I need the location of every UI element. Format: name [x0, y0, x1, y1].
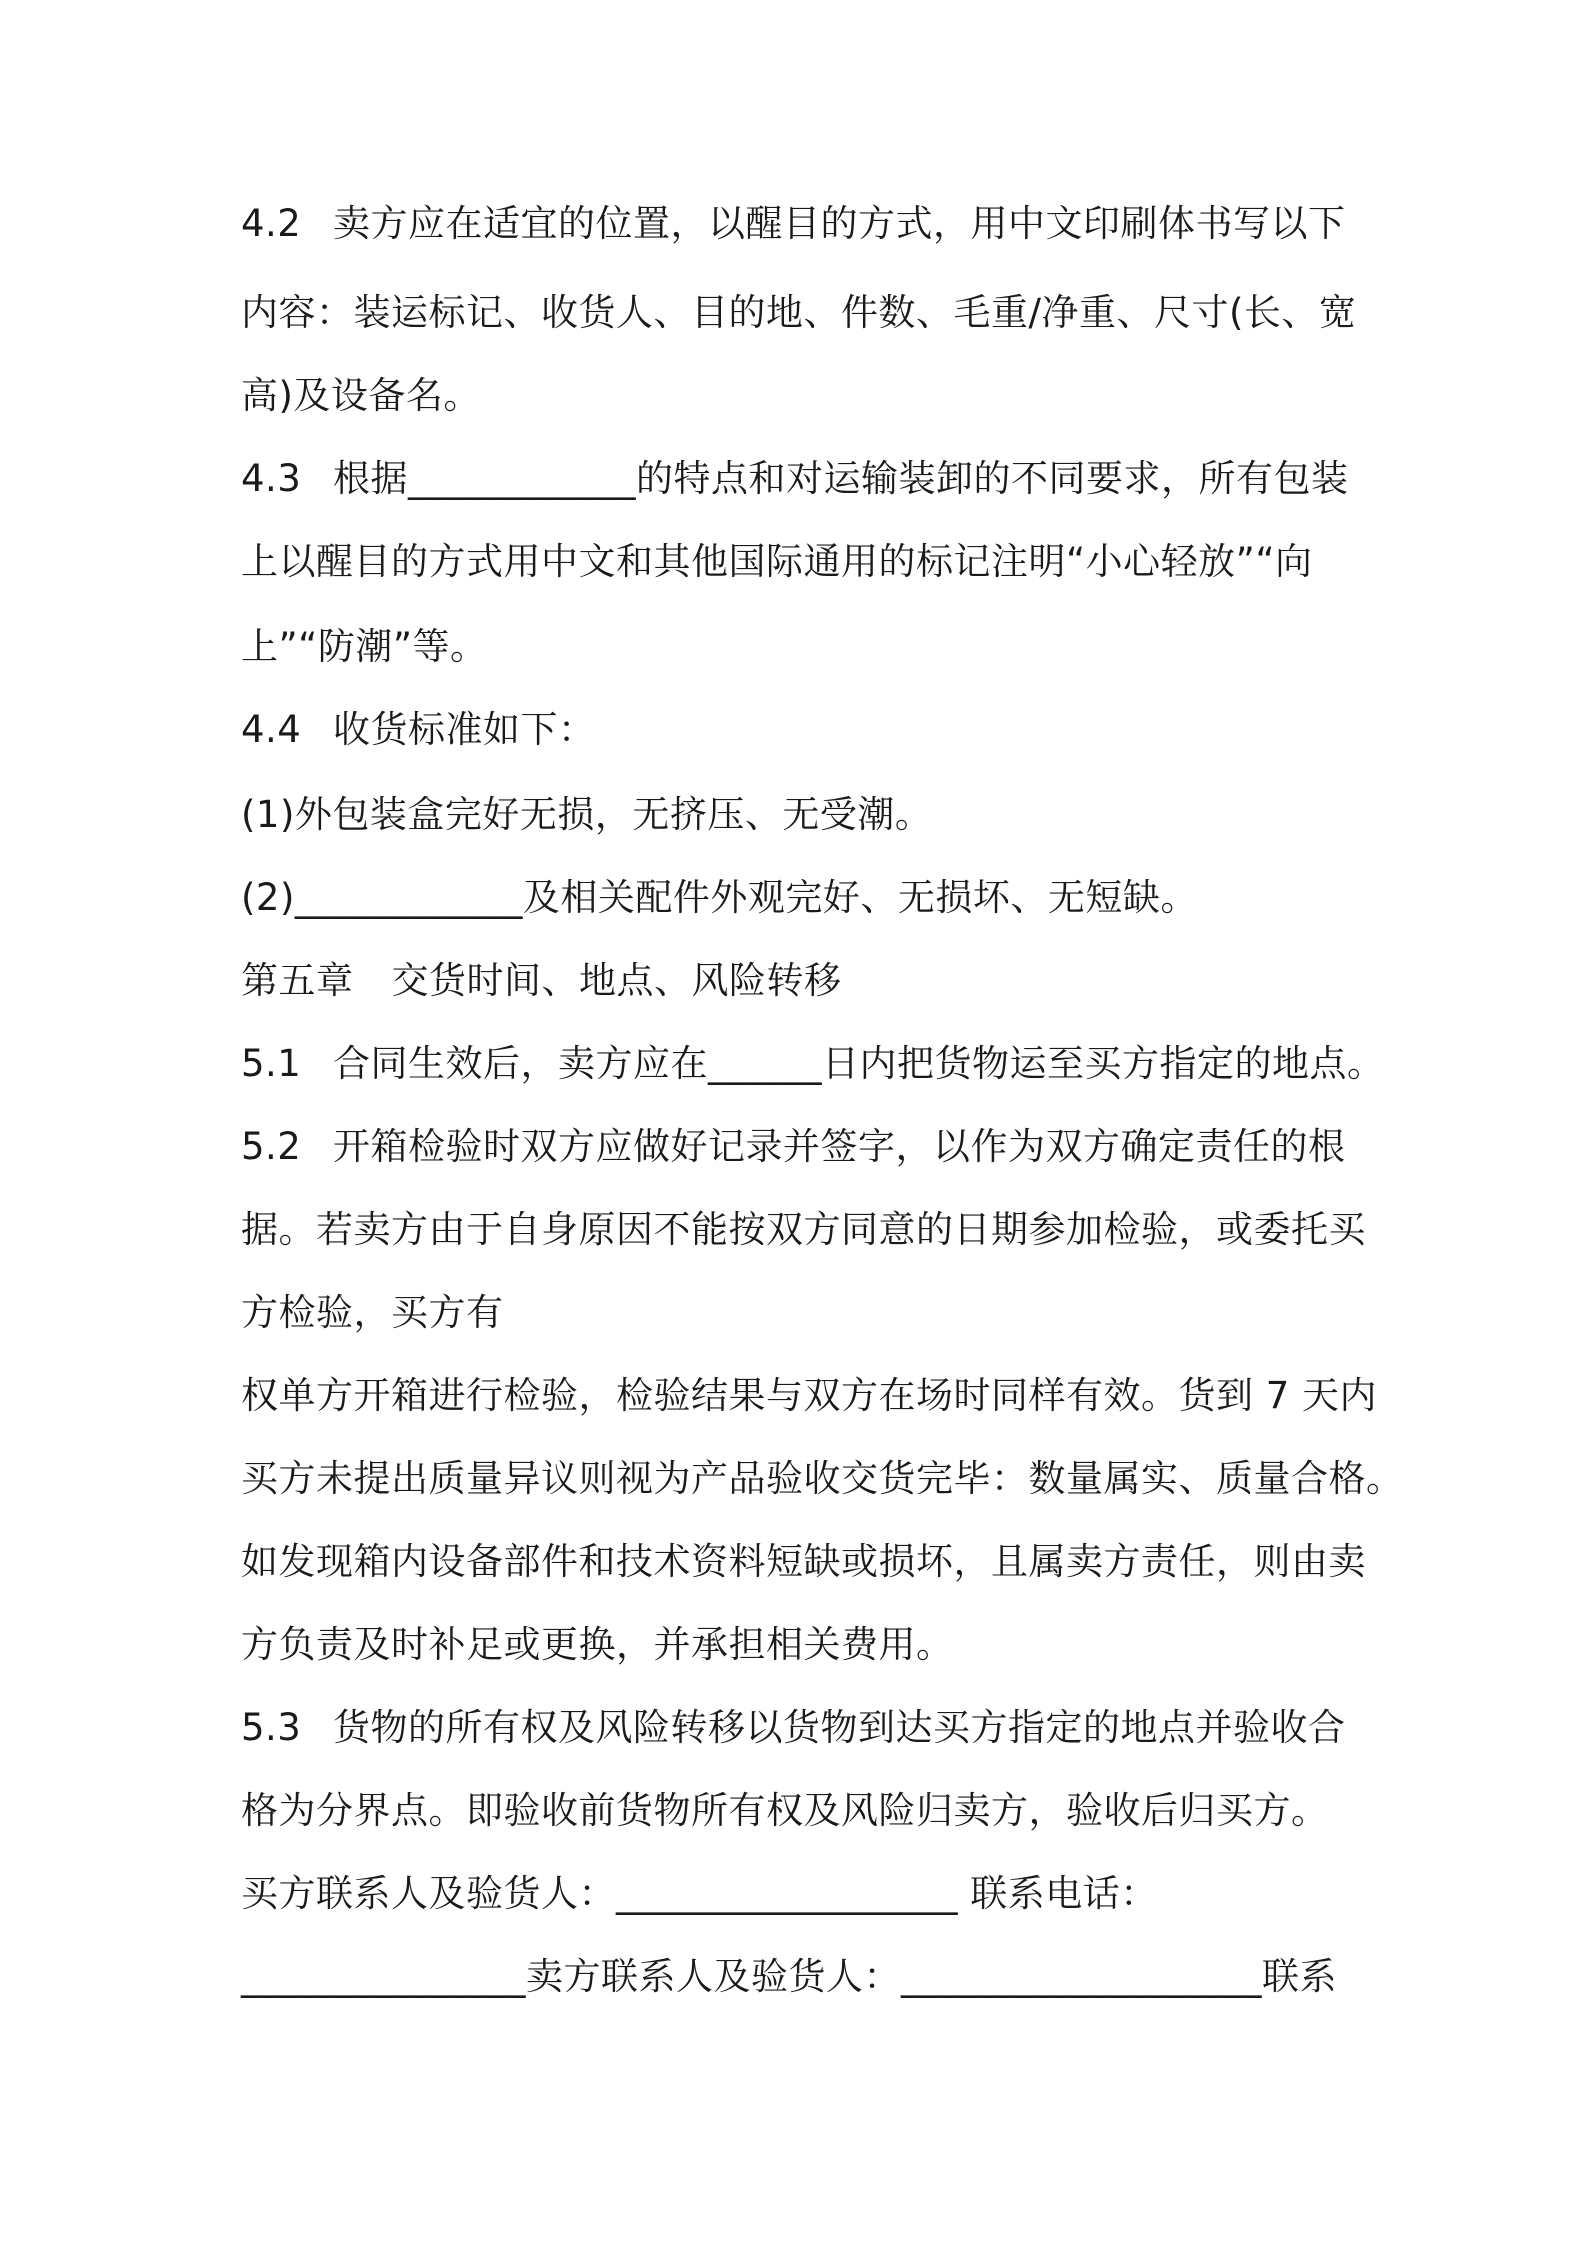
section-text: 根据____________的特点和对运输装卸的不同要求，所有包装	[333, 457, 1349, 500]
section-5-3-line-1	[241, 1704, 1361, 1752]
contact-line-1: 买方联系人及验货人：__________________ 联系电话：	[241, 1872, 1158, 1915]
chapter-label: 第五章	[241, 959, 354, 1002]
section-5-2-line-6: 如发现箱内设备部件和技术资料短缺或损坏，且属卖方责任，则由卖	[241, 1540, 1366, 1583]
section-text: 货物的所有权及风险转移以货物到达买方指定的地点并验收合	[333, 1706, 1346, 1749]
section-4-2-line-1	[241, 200, 1361, 248]
section-number: 4.3	[241, 457, 302, 500]
section-text: 卖方应在适宜的位置，以醒目的方式，用中文印刷体书写以下	[333, 202, 1346, 245]
section-number: 5.1	[241, 1042, 302, 1085]
contact-line-2: _______________卖方联系人及验货人：___________________联系	[241, 1955, 1337, 1998]
section-4-4-line-1	[241, 706, 1361, 754]
section-number: 4.4	[241, 708, 302, 751]
section-5-2-line-7: 方负责及时补足或更换，并承担相关费用。	[241, 1623, 954, 1666]
section-4-2-line-3: 高)及设备名。	[241, 374, 481, 417]
section-4-3-line-3: 上”“防潮”等。	[241, 625, 488, 668]
section-4-3-line-2: 上以醒目的方式用中文和其他国际通用的标记注明“小心轻放”“向	[241, 540, 1313, 583]
section-number: 4.2	[241, 202, 302, 245]
section-text: 开箱检验时双方应做好记录并签字，以作为双方确定责任的根	[333, 1125, 1346, 1168]
section-4-3-line-1	[241, 455, 1361, 503]
chapter-heading	[241, 957, 1361, 1005]
receiving-item-2: (2)____________及相关配件外观完好、无损坏、无短缺。	[241, 876, 1198, 919]
section-5-2-line-5: 买方未提出质量异议则视为产品验收交货完毕：数量属实、质量合格。	[241, 1457, 1404, 1500]
section-5-3-line-2: 格为分界点。即验收前货物所有权及风险归卖方，验收后归买方。	[241, 1789, 1329, 1832]
section-number: 5.3	[241, 1706, 302, 1749]
section-5-2-line-3: 方检验，买方有	[241, 1291, 504, 1334]
section-text: 合同生效后，卖方应在______日内把货物运至买方指定的地点。	[333, 1042, 1385, 1085]
chapter-title: 交货时间、地点、风险转移	[391, 959, 842, 1002]
section-number: 5.2	[241, 1125, 302, 1168]
receiving-item-1: (1)外包装盒完好无损，无挤压、无受潮。	[241, 793, 933, 836]
section-4-2-line-2: 内容：装运标记、收货人、目的地、件数、毛重/净重、尺寸(长、宽	[241, 291, 1357, 334]
section-5-1-line-1	[241, 1040, 1385, 1088]
section-5-2-line-2: 据。若卖方由于自身原因不能按双方同意的日期参加检验，或委托买	[241, 1208, 1366, 1251]
section-5-2-line-1	[241, 1123, 1361, 1171]
section-5-2-line-4: 权单方开箱进行检验，检验结果与双方在场时同样有效。货到 7 天内	[241, 1374, 1378, 1417]
section-text: 收货标准如下：	[333, 708, 596, 751]
